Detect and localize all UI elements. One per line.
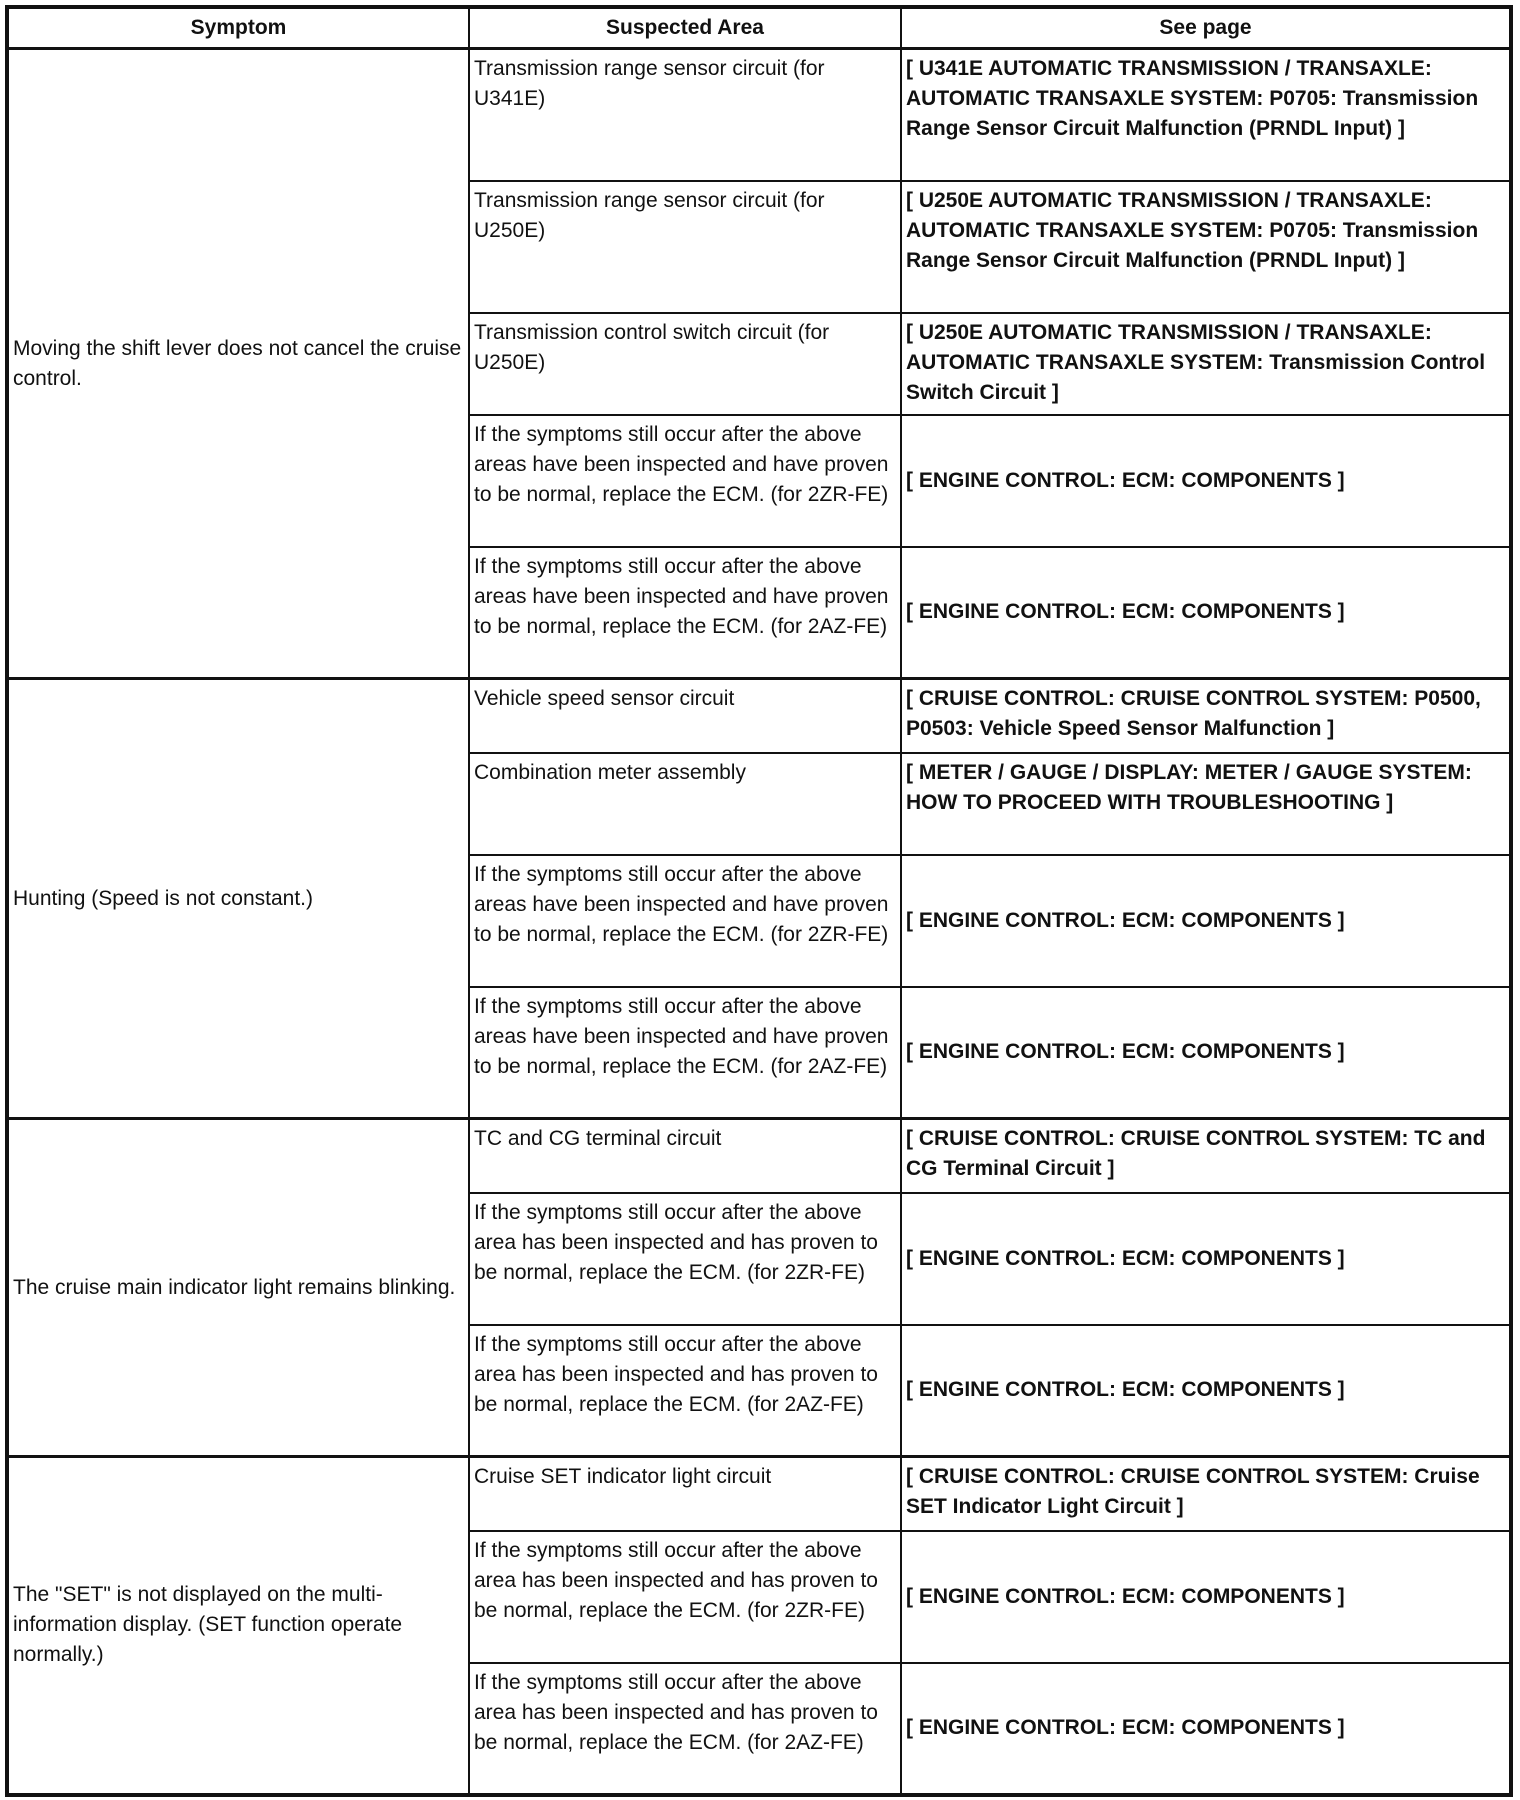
symptom-cell: Moving the shift lever does not cancel the cruise control. [7, 49, 469, 679]
see-page-link[interactable]: [ U250E AUTOMATIC TRANSMISSION / TRANSAXLE: AUTOMATIC TRANSAXLE SYSTEM: Transmission Control Switch Circuit ] [901, 313, 1511, 415]
table-row [7, 1119, 1511, 1193]
table-row [7, 679, 1511, 753]
symptom-cell: The cruise main indicator light remains blinking. [7, 1119, 469, 1457]
suspected-area-cell: If the symptoms still occur after the above areas have been inspected and have proven to be normal, replace the ECM. (for 2AZ-FE) [469, 547, 901, 679]
header-symptom: Symptom [7, 7, 469, 49]
header-row [7, 7, 1511, 49]
see-page-link[interactable]: [ CRUISE CONTROL: CRUISE CONTROL SYSTEM: Cruise SET Indicator Light Circuit ] [901, 1457, 1511, 1531]
troubleshooting-table [5, 5, 1513, 1797]
suspected-area-cell: If the symptoms still occur after the above areas have been inspected and have proven to be normal, replace the ECM. (for 2ZR-FE) [469, 855, 901, 987]
header-see-page: See page [901, 7, 1511, 49]
see-page-link[interactable]: [ ENGINE CONTROL: ECM: COMPONENTS ] [901, 547, 1511, 679]
suspected-area-cell: If the symptoms still occur after the above area has been inspected and has proven to be normal, replace the ECM. (for 2ZR-FE) [469, 1531, 901, 1663]
see-page-link[interactable]: [ ENGINE CONTROL: ECM: COMPONENTS ] [901, 1325, 1511, 1457]
symptom-cell: Hunting (Speed is not constant.) [7, 679, 469, 1119]
see-page-link[interactable]: [ U250E AUTOMATIC TRANSMISSION / TRANSAXLE: AUTOMATIC TRANSAXLE SYSTEM: P0705: Transmission Range Sensor Circuit Malfunction (PRNDL Input) ] [901, 181, 1511, 313]
suspected-area-cell: If the symptoms still occur after the above areas have been inspected and have proven to be normal, replace the ECM. (for 2AZ-FE) [469, 987, 901, 1119]
suspected-area-cell: If the symptoms still occur after the above areas have been inspected and have proven to be normal, replace the ECM. (for 2ZR-FE) [469, 415, 901, 547]
see-page-link[interactable]: [ METER / GAUGE / DISPLAY: METER / GAUGE SYSTEM: HOW TO PROCEED WITH TROUBLESHOOTING ] [901, 753, 1511, 855]
symptom-cell: The "SET" is not displayed on the multi-information display. (SET function operate normally.) [7, 1457, 469, 1795]
see-page-link[interactable]: [ ENGINE CONTROL: ECM: COMPONENTS ] [901, 1193, 1511, 1325]
suspected-area-cell: TC and CG terminal circuit [469, 1119, 901, 1193]
suspected-area-cell: Transmission control switch circuit (for U250E) [469, 313, 901, 415]
suspected-area-cell: Combination meter assembly [469, 753, 901, 855]
suspected-area-cell: Transmission range sensor circuit (for U341E) [469, 49, 901, 181]
suspected-area-cell: If the symptoms still occur after the above area has been inspected and has proven to be normal, replace the ECM. (for 2ZR-FE) [469, 1193, 901, 1325]
see-page-link[interactable]: [ ENGINE CONTROL: ECM: COMPONENTS ] [901, 987, 1511, 1119]
see-page-link[interactable]: [ ENGINE CONTROL: ECM: COMPONENTS ] [901, 415, 1511, 547]
table-row [7, 49, 1511, 181]
see-page-link[interactable]: [ ENGINE CONTROL: ECM: COMPONENTS ] [901, 1663, 1511, 1795]
see-page-link[interactable]: [ CRUISE CONTROL: CRUISE CONTROL SYSTEM: TC and CG Terminal Circuit ] [901, 1119, 1511, 1193]
see-page-link[interactable]: [ U341E AUTOMATIC TRANSMISSION / TRANSAXLE: AUTOMATIC TRANSAXLE SYSTEM: P0705: Transmission Range Sensor Circuit Malfunction (PRNDL Input) ] [901, 49, 1511, 181]
see-page-link[interactable]: [ ENGINE CONTROL: ECM: COMPONENTS ] [901, 1531, 1511, 1663]
header-suspected-area: Suspected Area [469, 7, 901, 49]
suspected-area-cell: If the symptoms still occur after the above area has been inspected and has proven to be normal, replace the ECM. (for 2AZ-FE) [469, 1325, 901, 1457]
see-page-link[interactable]: [ CRUISE CONTROL: CRUISE CONTROL SYSTEM: P0500, P0503: Vehicle Speed Sensor Malfunction ] [901, 679, 1511, 753]
table-row [7, 1457, 1511, 1531]
suspected-area-cell: Vehicle speed sensor circuit [469, 679, 901, 753]
suspected-area-cell: Cruise SET indicator light circuit [469, 1457, 901, 1531]
suspected-area-cell: Transmission range sensor circuit (for U250E) [469, 181, 901, 313]
see-page-link[interactable]: [ ENGINE CONTROL: ECM: COMPONENTS ] [901, 855, 1511, 987]
suspected-area-cell: If the symptoms still occur after the above area has been inspected and has proven to be normal, replace the ECM. (for 2AZ-FE) [469, 1663, 901, 1795]
